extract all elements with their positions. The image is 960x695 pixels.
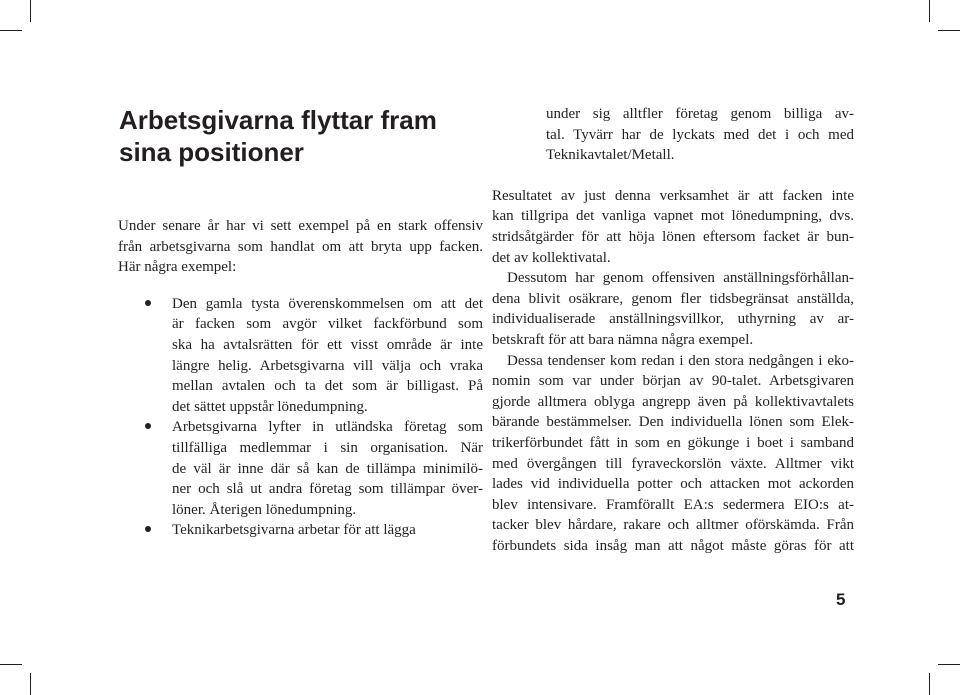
right-column [492, 104, 854, 556]
text-line: Under senare år har vi sett exempel på en stark offensiv [118, 218, 483, 234]
text-line: under sig alltfler företag genom billiga av- [546, 106, 854, 122]
text-line: Dessutom har genom offensiven anställningsförhållan- [507, 270, 854, 287]
text-line: blev intensivare. Framförallt EA:s sedermera EIO:s at- [492, 496, 854, 513]
page-title-line: sina positioner [119, 137, 304, 167]
text-line: de väl är inne där så kan de tillämpa minimilö- [172, 460, 483, 477]
page-title-line: Arbetsgivarna flyttar fram [119, 105, 437, 135]
list-item [118, 520, 483, 541]
crop-mark-top-left [30, 0, 31, 22]
text-line: Dessa tendenser kom redan i den stora nedgången i eko- [507, 352, 854, 369]
text-line: gjorde alltmera oblyga angrepp även på kollektivavtalets [492, 393, 854, 410]
text-line: tillfälliga medlemmar i sin organisation. När [172, 439, 483, 456]
text-line: det sättet uppstår lönedumpning. [172, 398, 368, 415]
text-line: bärande bestämmelser. Den individuella lönen som Elek- [492, 414, 854, 431]
text-line: stridsåtgärder för att höja lönen eftersom facket är bun- [492, 228, 854, 245]
text-line: ner och slå ut andra företag som tillämpar över- [172, 481, 483, 498]
text-line: det av kollektivatal. [492, 249, 611, 266]
crop-mark-top-left [0, 30, 22, 31]
text-line: kan tillgripa det vanliga vapnet mot lönedumpning, dvs. [492, 208, 854, 225]
list-item [118, 294, 483, 418]
bullet-icon [145, 423, 151, 429]
text-line: betskraft för att bara nämna några exempel. [492, 331, 754, 348]
text-line: individualiserade anställningsvillkor, uthyrning av ar- [492, 311, 854, 328]
text-line: förbundets sida insåg man att något måste göras för att [492, 537, 854, 554]
crop-mark-bottom-left [0, 664, 22, 665]
text-line: tacker blev hårdare, rakare och alltmer oförskämda. Från [492, 517, 854, 534]
crop-mark-bottom-left [30, 673, 31, 695]
text-line: lades vid individuella potter och attacken mot ackorden [492, 476, 854, 493]
text-line: nomin som var under början av 90-talet. Arbetsgivaren [492, 373, 854, 390]
page-number: 5 [836, 590, 846, 609]
text-line: löner. Återigen lönedumpning. [172, 501, 357, 518]
paragraph [492, 351, 854, 557]
text-line: längre helig. Arbetsgivarna vill välja och vraka [172, 357, 483, 374]
crop-mark-top-right [929, 0, 930, 22]
text-line: Teknikarbetsgivarna arbetar för att lägga [172, 522, 416, 539]
left-column [118, 216, 483, 541]
text-line: Den gamla tysta överenskommelsen om att det [172, 295, 483, 312]
crop-mark-bottom-right [938, 664, 960, 665]
text-line: trikerförbundet fått in som en gökunge i boet i samband [492, 434, 854, 451]
text-line: med övergången till fyraveckorslön växte. Alltmer vikt [492, 455, 854, 472]
text-line: mellan avtalen och ta det som är billigast. På [172, 378, 483, 395]
text-line: Här några exempel: [118, 259, 237, 276]
text-line: Resultatet av just denna verksamhet är att facken inte [492, 187, 854, 204]
continued-bullet-text [492, 104, 854, 166]
text-line: är facken som avgör vilket fackförbund som [172, 316, 483, 333]
text-line: ska ha avtalsrätten för ett visst område är inte [172, 336, 483, 353]
text-line: tal. Tyvärr har de lyckats med det i och med [546, 126, 854, 143]
paragraph [492, 186, 854, 268]
text-line: från arbetsgivarna som handlat om att bryta upp facken. [118, 238, 483, 255]
intro-paragraph [118, 216, 483, 278]
crop-mark-top-right [938, 30, 960, 31]
text-line: Arbetsgivarna lyfter in utländska företag som [172, 419, 483, 436]
bullet-icon [145, 300, 151, 306]
page-title [119, 104, 479, 168]
paragraph [492, 268, 854, 350]
text-line: dena blivit osäkrare, genom fler tidsbegränsat anställda, [492, 290, 854, 307]
crop-mark-bottom-right [929, 673, 930, 695]
text-line: Teknikavtalet/Metall. [546, 147, 675, 164]
example-list [118, 294, 483, 541]
bullet-icon [145, 526, 151, 532]
list-item [118, 417, 483, 520]
